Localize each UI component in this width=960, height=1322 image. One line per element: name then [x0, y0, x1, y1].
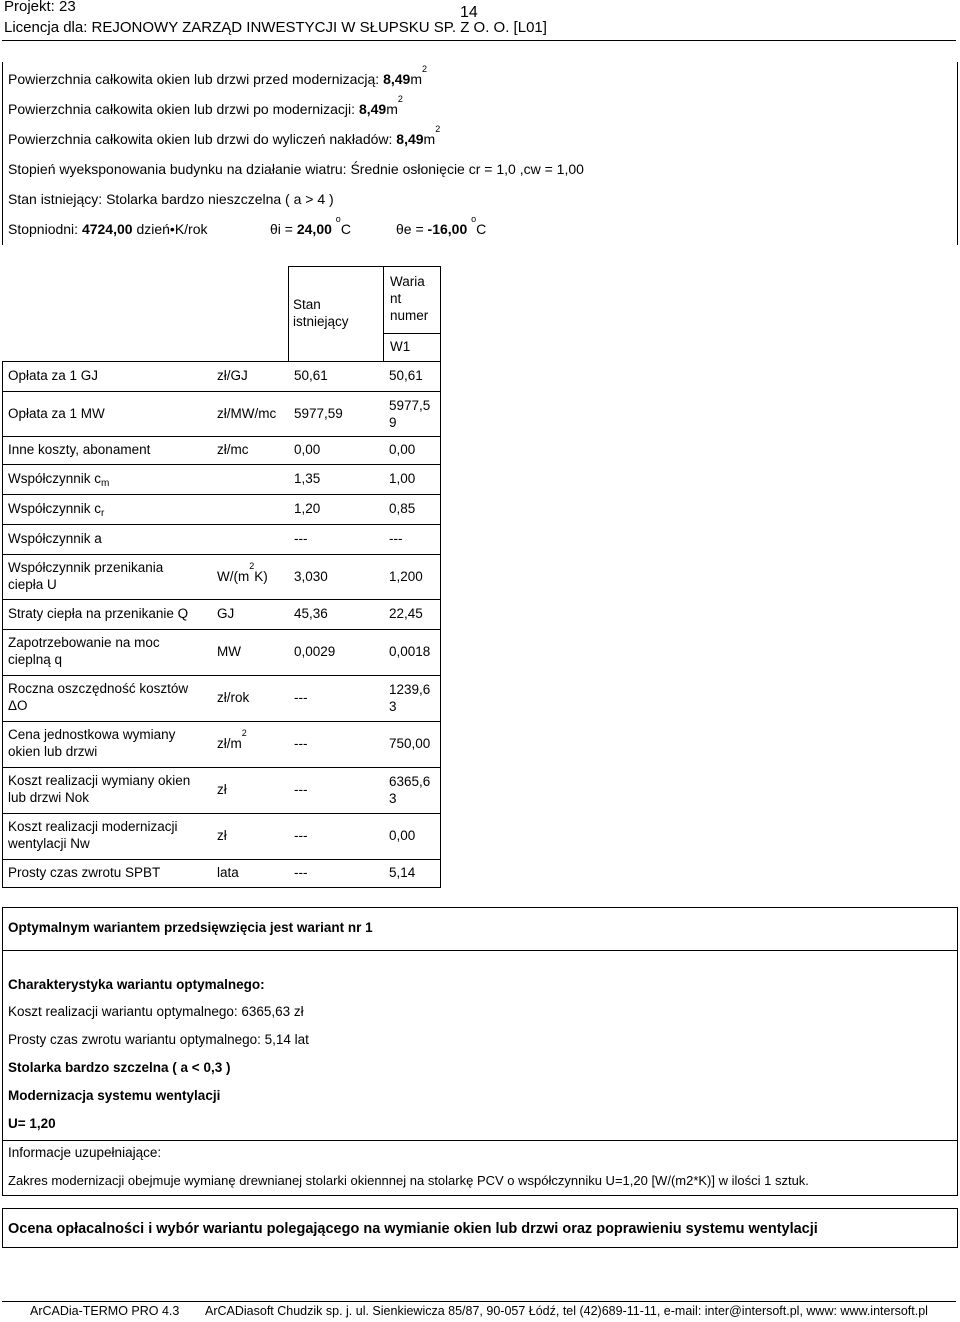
row-label [8, 559, 208, 593]
row-variant: 50,61 [389, 368, 423, 383]
row-label-text: Inne koszty, abonament [8, 442, 151, 457]
row-unit-sup: 2 [241, 728, 247, 738]
summary-divider-2 [2, 1140, 958, 1141]
area-unit: m [423, 131, 436, 147]
area-cost-value: 8,49 [396, 131, 424, 147]
row-existing: 5977,59 [294, 406, 343, 421]
row-unit [217, 864, 239, 881]
row-existing: --- [294, 690, 308, 705]
row-unit-end: K) [254, 569, 268, 584]
footer-company: ArCADiasoft Chudzik sp. j. ul. Sienkiewicza 85/87, 90-057 Łódź, tel (42)689-11-11, e-mail: inter@intersoft.pl, www: www.intersoft.pl [205, 1304, 928, 1318]
row-label [8, 530, 208, 547]
row-unit-text: zł [217, 782, 227, 797]
theta-i-value: 24,00 [296, 221, 332, 237]
row-label-text: Współczynnik c [8, 471, 102, 486]
area-cost-label: Powierzchnia całkowita okien lub drzwi do wyliczeń nakładów: [8, 131, 397, 147]
row-label-text: Cena jednostkowa wymiany okien lub drzwi [8, 727, 176, 759]
row-border [2, 494, 440, 495]
row-label-text: Prosty czas zwrotu SPBT [8, 865, 161, 880]
row-label-text: Zapotrzebowanie na moc cieplną q [8, 635, 160, 667]
theta-i [270, 214, 351, 237]
existing-value: Stolarka bardzo nieszczelna ( a > 4 ) [106, 191, 334, 207]
info-text: Zakres modernizacji obejmuje wymianę drewnianej stolarki okiennnej na stolarkę PCV o współczynniku U=1,20 [W/(m2*K)] w ilości 1 sztuk. [8, 1173, 809, 1188]
area-unit-sup: 2 [397, 94, 403, 104]
row-label-text: Współczynnik a [8, 531, 102, 546]
row-label-text: Opłata za 1 GJ [8, 368, 99, 383]
area-before-label: Powierzchnia całkowita okien lub drzwi przed modernizacją: [8, 71, 384, 87]
degree-days-line [8, 221, 208, 237]
final-line: Ocena opłacalności i wybór wariantu polegającego na wymianie okien lub drzwi oraz poprawieniu systemu wentylacji [8, 1221, 818, 1237]
row-border [2, 629, 440, 630]
row-unit-text: lata [217, 865, 239, 880]
row-label-text: Roczna oszczędność kosztów ΔO [8, 681, 189, 713]
row-label-sub: r [101, 508, 105, 519]
row-variant: 0,00 [389, 442, 416, 457]
row-border [2, 464, 440, 465]
summary-divider-1 [2, 950, 958, 951]
header-divider [2, 40, 956, 41]
row-label-text: Opłata za 1 MW [8, 406, 105, 421]
table-border [383, 333, 440, 334]
row-existing: --- [294, 865, 308, 880]
row-unit [217, 827, 227, 844]
table-border [2, 361, 3, 887]
row-variant: --- [389, 531, 403, 546]
row-label [8, 726, 208, 760]
row-unit-text: GJ [217, 606, 235, 621]
row-existing: 45,36 [294, 606, 328, 621]
vent-line: Modernizacja systemu wentylacji [8, 1088, 221, 1103]
project-line: Projekt: 23 [4, 0, 76, 15]
row-unit-text: zł [217, 828, 227, 843]
row-existing: --- [294, 828, 308, 843]
row-unit [217, 441, 249, 458]
row-unit [217, 643, 241, 660]
row-unit [217, 781, 227, 798]
row-unit [217, 689, 249, 706]
row-existing: --- [294, 782, 308, 797]
row-existing: 0,0029 [294, 644, 336, 659]
row-existing: --- [294, 736, 308, 751]
row-label-text: Koszt realizacji wymiany okien lub drzwi Nok [8, 773, 191, 805]
row-label [8, 818, 208, 852]
degree-days-label: Stopniodni: [8, 221, 82, 237]
area-cost-line [8, 124, 441, 147]
row-existing: 0,00 [294, 442, 321, 457]
area-unit: m [410, 71, 422, 87]
area-unit-sup: 2 [421, 64, 427, 74]
row-variant: 1,200 [389, 569, 423, 584]
table-border [288, 266, 289, 361]
row-label [8, 367, 208, 384]
row-variant: 0,85 [389, 501, 416, 516]
row-border [2, 361, 440, 362]
row-label-text: Współczynnik c [8, 501, 102, 516]
row-label-text: Współczynnik przenikania ciepła U [8, 560, 164, 592]
row-unit-text: zł/MW/mc [217, 406, 277, 421]
row-label [8, 605, 208, 622]
row-unit [217, 367, 248, 384]
row-unit-text: zł/rok [217, 690, 250, 705]
row-variant: 6365,6 3 [389, 774, 431, 806]
area-unit-sup: 2 [435, 124, 441, 134]
footer-divider [2, 1301, 956, 1302]
row-border [2, 554, 440, 555]
u-line: U= 1,20 [8, 1116, 56, 1131]
row-border [2, 859, 440, 860]
variant-id: W1 [390, 339, 411, 354]
theta-e [396, 214, 487, 237]
row-unit [217, 728, 247, 752]
table-border [440, 266, 441, 361]
window-line: Stolarka bardzo szczelna ( a < 0,3 ) [8, 1060, 231, 1075]
degree-sup: o [335, 214, 341, 224]
row-border [2, 675, 440, 676]
page-number: 14 [460, 4, 478, 21]
row-unit-text: MW [217, 644, 241, 659]
area-before-value: 8,49 [383, 71, 411, 87]
row-border [2, 887, 441, 888]
row-label [8, 500, 208, 519]
table-border [440, 361, 441, 887]
row-variant: 750,00 [389, 736, 431, 751]
footer-software: ArCADia-TERMO PRO 4.3 [30, 1304, 180, 1318]
info-title: Informacje uzupełniające: [8, 1145, 162, 1160]
row-unit-sup: 2 [249, 561, 255, 571]
row-label-text: Straty ciepła na przenikanie Q [8, 606, 189, 621]
existing-line [8, 191, 334, 207]
info-box [2, 62, 958, 245]
table-border [383, 266, 384, 361]
row-label [8, 405, 208, 422]
row-label [8, 634, 208, 668]
row-border [2, 721, 440, 722]
row-variant: 5977,5 9 [389, 398, 431, 430]
table-border [288, 266, 440, 267]
row-border [2, 524, 440, 525]
row-label [8, 772, 208, 806]
row-border [2, 391, 440, 392]
row-unit-text: W/(m [217, 569, 250, 584]
row-variant: 22,45 [389, 606, 423, 621]
row-unit-text: zł/mc [217, 442, 249, 457]
row-variant: 1,00 [389, 471, 416, 486]
row-variant: 0,0018 [389, 644, 431, 659]
row-border [2, 767, 440, 768]
degree-days-value: 4724,00 [81, 221, 133, 237]
area-after-value: 8,49 [358, 101, 387, 117]
theta-e-label: θe = [396, 221, 428, 237]
row-existing: 50,61 [294, 368, 328, 383]
row-label [8, 441, 208, 458]
area-unit: m [386, 101, 398, 117]
row-label-sub: m [101, 478, 110, 489]
area-after-label: Powierzchnia całkowita okien lub drzwi po modernizacji: [8, 101, 359, 117]
theta-i-label: θi = [270, 221, 297, 237]
row-unit [217, 605, 234, 622]
row-existing: --- [294, 531, 308, 546]
degree-days-unit: dzień•K/rok [132, 221, 208, 237]
optimal-line: Optymalnym wariantem przedsięwzięcia jest wariant nr 1 [8, 920, 373, 935]
row-unit-text: zł/m [217, 736, 242, 751]
degree-unit: C [340, 221, 351, 237]
degree-sup: o [471, 214, 477, 224]
row-label [8, 864, 208, 881]
row-existing: 1,20 [294, 501, 321, 516]
row-variant: 0,00 [389, 828, 416, 843]
char-title: Charakterystyka wariantu optymalnego: [8, 977, 265, 992]
theta-e-value: -16,00 [427, 221, 468, 237]
header-existing: Stan istniejący [293, 297, 349, 329]
row-border [2, 599, 440, 600]
cost-line: Koszt realizacji wariantu optymalnego: 6365,63 zł [8, 1004, 304, 1019]
area-after-line [8, 94, 403, 117]
wind-line: Stopień wyeksponowania budynku na działanie wiatru: Średnie osłonięcie cr = 1,0 ,cw = 1,00 [8, 161, 584, 177]
degree-unit: C [476, 221, 487, 237]
row-existing: 1,35 [294, 471, 321, 486]
header-variant: Waria nt numer [390, 274, 429, 323]
row-unit [217, 561, 268, 585]
row-label [8, 470, 208, 489]
row-label [8, 680, 208, 714]
payback-line: Prosty czas zwrotu wariantu optymalnego: 5,14 lat [8, 1032, 309, 1047]
row-variant: 1239,6 3 [389, 682, 431, 714]
row-border [2, 436, 440, 437]
license-line: Licencja dla: REJONOWY ZARZĄD INWESTYCJI W SŁUPSKU SP. Z O. O. [L01] [4, 19, 547, 36]
row-unit-text: zł/GJ [217, 368, 248, 383]
row-existing: 3,030 [294, 569, 328, 584]
row-unit [217, 405, 276, 422]
row-label-text: Koszt realizacji modernizacji wentylacji Nw [8, 819, 178, 851]
area-before-line [8, 64, 427, 87]
row-variant: 5,14 [389, 865, 416, 880]
existing-label: Stan istniejący: [8, 191, 107, 207]
row-border [2, 813, 440, 814]
